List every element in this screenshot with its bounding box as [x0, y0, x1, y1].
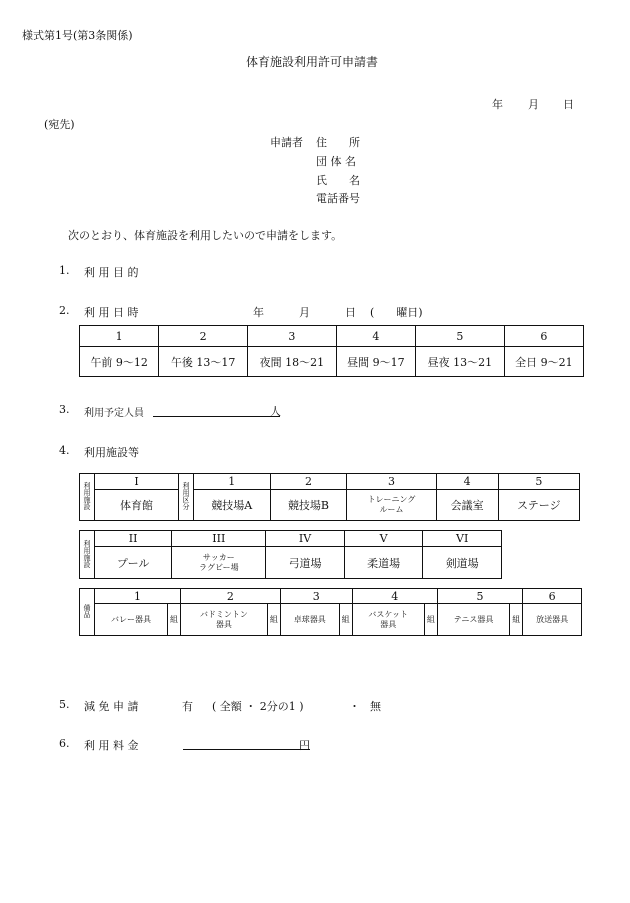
facility-number: V: [344, 531, 423, 547]
item6-label: 利 用 料 金: [84, 739, 139, 752]
item2-number: 2.: [59, 304, 70, 317]
reduction-yes: 有: [182, 700, 193, 713]
item1-number: 1.: [59, 264, 70, 277]
facility-label: 弓道場: [266, 547, 345, 579]
time-slot-number: 6: [504, 326, 583, 347]
kubun-label: 競技場B: [270, 490, 347, 521]
time-slot-number: 3: [247, 326, 336, 347]
kubun-number: 5: [498, 474, 579, 490]
time-slot-label: 昼間 9～17: [336, 347, 415, 377]
time-slot-number: 5: [415, 326, 504, 347]
equip-number: 2: [180, 589, 280, 604]
kubun-number: 1: [194, 474, 271, 490]
equip-label: テニス器具: [437, 604, 509, 636]
item5-label: 減 免 申 請: [84, 700, 139, 713]
gym-label: 体育館: [95, 490, 179, 521]
applicant-label: 申請者: [270, 136, 303, 149]
equip-number: 4: [352, 589, 437, 604]
kubun-number: 3: [347, 474, 436, 490]
item2-weekday: ( 曜日): [370, 306, 423, 319]
applicant-org-label: 団 体 名: [316, 155, 356, 168]
kubun-label: トレーニング ルーム: [347, 490, 436, 521]
time-slot-label: 午前 9～12: [80, 347, 159, 377]
date-month: 月: [528, 98, 539, 111]
facility-number: II: [95, 531, 172, 547]
facility-table: [79, 530, 502, 579]
equipment-table: [79, 588, 582, 636]
reduction-detail: ( 全額 ・ 2分の1 ): [212, 700, 304, 713]
equip-label: バドミントン 器具: [180, 604, 267, 636]
equip-unit: 組: [267, 604, 280, 636]
facility-label: 剣道場: [423, 547, 502, 579]
facility-number: VI: [423, 531, 502, 547]
equip-label: 卓球器具: [280, 604, 339, 636]
equip-label: バレー器具: [95, 604, 168, 636]
facility-number: III: [172, 531, 266, 547]
gym-number: I: [95, 474, 179, 490]
time-slot-table: [79, 325, 584, 377]
date-year: 年: [492, 98, 503, 111]
item2-label: 利 用 日 時: [84, 306, 139, 319]
item2-year: 年: [253, 306, 264, 319]
time-slot-number: 1: [80, 326, 159, 347]
time-slot-label: 午後 13～17: [159, 347, 248, 377]
facility-header: 利用施設: [80, 474, 95, 521]
time-slot-label: 夜間 18～21: [247, 347, 336, 377]
item2-day: 日: [345, 306, 356, 319]
date-day: 日: [563, 98, 574, 111]
facility-label: プール: [95, 547, 172, 579]
equip-number: 6: [523, 589, 582, 604]
kubun-header: 利用区分: [179, 474, 194, 521]
applicant-phone-label: 電話番号: [316, 192, 360, 205]
facility-number: IV: [266, 531, 345, 547]
form-label: 様式第1号(第3条関係): [22, 29, 133, 42]
equip-number: 5: [437, 589, 522, 604]
gym-table: [79, 473, 580, 521]
kubun-label: ステージ: [498, 490, 579, 521]
time-slot-label: 全日 9～21: [504, 347, 583, 377]
facility-label: サッカー ラグビー場: [172, 547, 266, 579]
kubun-number: 4: [436, 474, 498, 490]
intro-text: 次のとおり、体育施設を利用したいので申請をします。: [68, 229, 343, 242]
item6-unit: 円: [299, 739, 310, 752]
equip-unit: 組: [339, 604, 352, 636]
page-title: 体育施設利用許可申請書: [246, 55, 379, 69]
equip-number: 1: [95, 589, 181, 604]
item4-label: 利用施設等: [84, 446, 139, 459]
item1-label: 利 用 目 的: [84, 266, 139, 279]
equip-unit: 組: [167, 604, 180, 636]
item3-unit: 人: [270, 405, 281, 418]
time-slot-label: 昼夜 13～21: [415, 347, 504, 377]
kubun-label: 会議室: [436, 490, 498, 521]
fee-line: [183, 735, 310, 750]
addressee: (宛先): [44, 118, 75, 131]
facility-label: 柔道場: [344, 547, 423, 579]
item3-number: 3.: [59, 403, 70, 416]
equip-number: 3: [280, 589, 352, 604]
equip-label: 放送器具: [523, 604, 582, 636]
kubun-label: 競技場A: [194, 490, 271, 521]
time-slot-number: 2: [159, 326, 248, 347]
kubun-number: 2: [270, 474, 347, 490]
item4-number: 4.: [59, 444, 70, 457]
item2-month: 月: [299, 306, 310, 319]
equip-unit: 組: [424, 604, 437, 636]
item5-number: 5.: [59, 698, 70, 711]
reduction-no: 無: [370, 700, 381, 713]
equip-unit: 組: [510, 604, 523, 636]
item3-label: 利用予定人員: [84, 408, 144, 419]
applicant-name-label: 氏 名: [316, 174, 360, 187]
reduction-separator: ・: [349, 700, 360, 713]
equip-label: バスケット 器具: [352, 604, 424, 636]
facility-header-2: 利用施設: [80, 531, 95, 579]
time-slot-number: 4: [336, 326, 415, 347]
applicant-address-label: 住 所: [316, 136, 360, 149]
people-count-line: [153, 402, 280, 417]
item6-number: 6.: [59, 737, 70, 750]
equip-header: 備品: [80, 589, 95, 636]
